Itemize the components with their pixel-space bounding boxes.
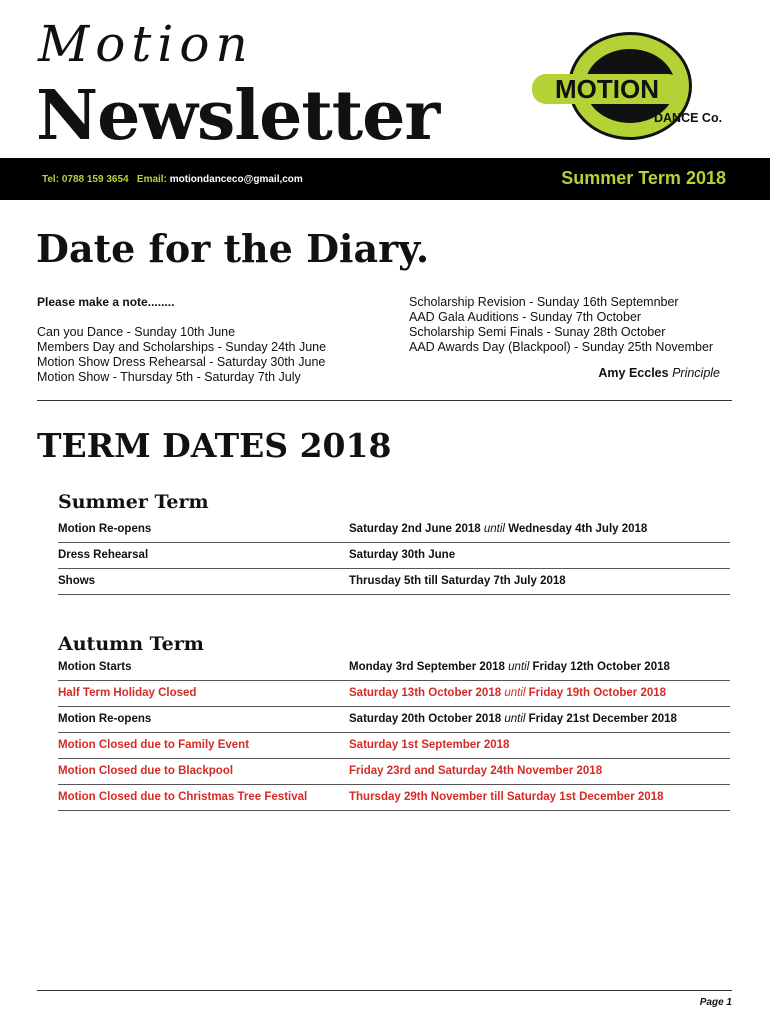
row-label: Half Term Holiday Closed [58, 687, 197, 699]
row-label: Motion Closed due to Blackpool [58, 765, 234, 777]
row-label: Motion Re-opens [58, 713, 152, 725]
footer-rule [37, 990, 732, 991]
row-dates: Thursday 29th November till Saturday 1st December 2018 [349, 791, 664, 803]
row-dates: Monday 3rd September 2018 until Friday 12th October 2018 [349, 661, 670, 673]
row-dates: Saturday 1st September 2018 [349, 739, 510, 751]
diary-item: Motion Show Dress Rehearsal - Saturday 30th June [37, 355, 326, 369]
table-row [58, 517, 730, 543]
tel-label: Tel: [42, 174, 60, 185]
row-label: Motion Re-opens [58, 523, 152, 535]
row-dates: Saturday 30th June [349, 549, 456, 561]
table-row [58, 655, 730, 681]
table-row [58, 707, 730, 733]
section-divider [37, 400, 732, 401]
row-label: Dress Rehearsal [58, 549, 149, 561]
row-dates: Saturday 20th October 2018 until Friday 21st December 2018 [349, 713, 677, 725]
autumn-term-table [58, 655, 730, 811]
table-row [58, 759, 730, 785]
signature-role: Principle [672, 366, 720, 380]
row-dates: Friday 23rd and Saturday 24th November 2018 [349, 765, 603, 777]
row-label: Motion Closed due to Family Event [58, 739, 250, 751]
email-label: Email: [136, 174, 167, 185]
table-row [58, 785, 730, 811]
page-number: Page 1 [699, 997, 732, 1008]
diary-note: Please make a note........ [37, 295, 175, 309]
logo-word-sub: DANCE Co. [654, 111, 723, 125]
table-row [58, 569, 730, 595]
row-label: Shows [58, 575, 96, 587]
row-dates: Saturday 13th October 2018 until Friday 19th October 2018 [349, 687, 667, 699]
autumn-term-heading: Autumn Term [58, 633, 204, 655]
diary-item: Scholarship Semi Finals - Sunay 28th October [409, 325, 666, 339]
diary-item: Scholarship Revision - Sunday 16th Septemnber [409, 295, 679, 309]
diary-right-column [409, 295, 739, 355]
table-row [58, 543, 730, 569]
term-dates-heading: TERM DATES 2018 [37, 426, 392, 465]
diary-item: AAD Awards Day (Blackpool) - Sunday 25th November [409, 340, 714, 354]
row-label: Motion Starts [58, 661, 132, 673]
term-badge: Summer Term 2018 [561, 168, 726, 188]
row-label: Motion Closed due to Christmas Tree Festival [58, 791, 308, 803]
tel-value: 0788 159 3654 [61, 174, 129, 185]
signature-name: Amy Eccles [598, 366, 669, 380]
diary-heading: Date for the Diary. [36, 226, 430, 271]
diary-item: Members Day and Scholarships - Sunday 24th June [37, 340, 327, 354]
row-dates: Thrusday 5th till Saturday 7th July 2018 [349, 575, 566, 587]
newsletter-title: Newsletter [36, 76, 440, 156]
row-dates: Saturday 2nd June 2018 until Wednesday 4th July 2018 [349, 523, 648, 535]
logo-word-main: MOTION [555, 74, 659, 104]
motion-dance-logo [530, 30, 740, 145]
table-row [58, 681, 730, 707]
diary-item: Motion Show - Thursday 5th - Saturday 7th July [37, 370, 301, 384]
summer-term-table [58, 517, 730, 595]
masthead-script-title: Motion [38, 15, 254, 73]
diary-left-column [37, 295, 377, 385]
contact-line [42, 174, 303, 185]
table-row [58, 733, 730, 759]
signature [598, 366, 720, 380]
email-value: motiondanceco@gmail,com [169, 174, 303, 185]
summer-term-heading: Summer Term [58, 491, 209, 513]
diary-item: Can you Dance - Sunday 10th June [37, 325, 236, 339]
diary-item: AAD Gala Auditions - Sunday 7th October [409, 310, 642, 324]
